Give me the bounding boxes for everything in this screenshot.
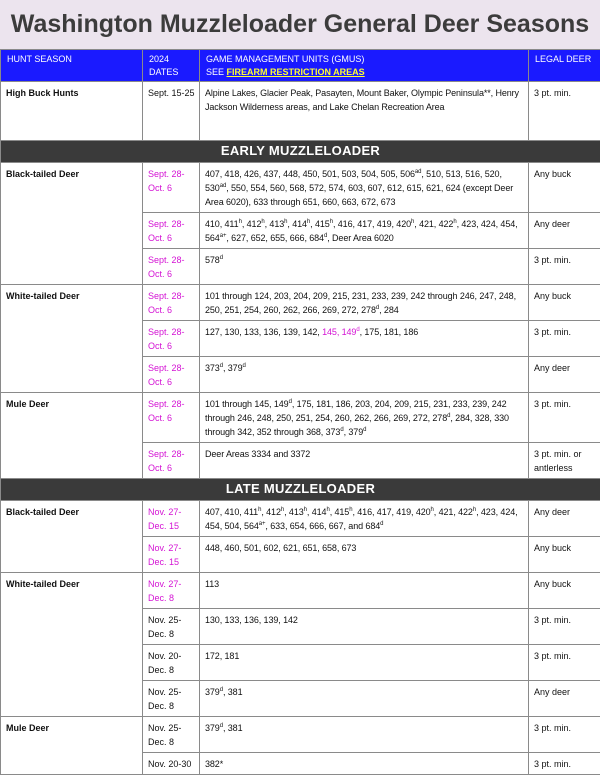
- unit-text: , 175, 181, 186: [360, 327, 419, 337]
- legal-cell: 3 pt. min.: [529, 393, 600, 443]
- date-cell: Sept. 28-Oct. 6: [143, 163, 200, 213]
- date-cell: Nov. 20-Dec. 8: [143, 645, 200, 681]
- unit-text: , 412: [242, 219, 262, 229]
- unit-footnote: h: [304, 507, 307, 513]
- unit-text: 407, 410, 411: [205, 507, 258, 517]
- legal-cell: 3 pt. min.: [529, 645, 600, 681]
- unit-footnote: d: [220, 255, 223, 261]
- species-cell: High Buck Hunts: [1, 82, 143, 141]
- unit-footnote: h: [349, 507, 352, 513]
- unit-footnote: h: [326, 507, 329, 513]
- unit-text: 407, 418, 426, 437, 448, 450, 501, 503, 504, 505, 506: [205, 169, 415, 179]
- unit-text: , 175, 181, 186, 203, 204, 209, 215, 231, 233, 239, 242 through 246, 248, 250, 251, 254, 260, 262, 266, 269, 272, 278: [205, 399, 507, 423]
- species-cell: Black-tailed Deer: [1, 163, 143, 285]
- species-cell: Black-tailed Deer: [1, 501, 143, 573]
- unit-footnote: h: [431, 507, 434, 513]
- unit-text: , 415: [310, 219, 330, 229]
- table-row: [1, 717, 600, 753]
- unit-footnote: a+: [259, 521, 266, 527]
- unit-footnote: ad: [220, 183, 226, 189]
- species-cell: Mule Deer: [1, 717, 143, 775]
- unit-text: 127, 130, 133, 136, 139, 142,: [205, 327, 322, 337]
- unit-footnote: d: [220, 363, 223, 369]
- units-cell: [200, 357, 529, 393]
- header-dates: [143, 50, 200, 82]
- unit-text-highlight: 145, 149: [322, 327, 356, 337]
- date-cell: Nov. 20-30: [143, 753, 200, 775]
- legal-cell: Any buck: [529, 163, 600, 213]
- units-cell: [200, 285, 529, 321]
- table-header-row: [1, 50, 600, 82]
- legal-cell: 3 pt. min.: [529, 321, 600, 357]
- seasons-table: [0, 49, 600, 775]
- legal-cell: 3 pt. min. or antlerless: [529, 443, 600, 479]
- section-header-early: [1, 141, 600, 163]
- units-cell: [200, 249, 529, 285]
- unit-footnote: d: [220, 687, 223, 693]
- unit-footnote: h: [473, 507, 476, 513]
- date-cell: Nov. 27-Dec. 15: [143, 537, 200, 573]
- unit-footnote: d: [356, 327, 359, 333]
- legal-cell: 3 pt. min.: [529, 717, 600, 753]
- date-cell: Sept. 28-Oct. 6: [143, 357, 200, 393]
- date-cell: Sept. 28-Oct. 6: [143, 393, 200, 443]
- date-cell: Nov. 25-Dec. 8: [143, 681, 200, 717]
- date-cell: Sept. 28-Oct. 6: [143, 285, 200, 321]
- units-cell: [200, 321, 529, 357]
- unit-footnote: ad: [415, 169, 421, 175]
- date-cell: Nov. 25-Dec. 8: [143, 717, 200, 753]
- table-row: [1, 501, 600, 537]
- unit-text: , 510, 513, 516, 520, 530: [205, 169, 502, 193]
- unit-text: 379: [205, 723, 220, 733]
- legal-cell: 3 pt. min.: [529, 609, 600, 645]
- section-title: LATE MUZZLELOADER: [1, 479, 600, 501]
- units-cell: Deer Areas 3334 and 3372: [200, 443, 529, 479]
- units-cell: Alpine Lakes, Glacier Peak, Pasayten, Mount Baker, Olympic Peninsula**, Henry Jackson Wilderness areas, and Lake Chelan Recreation Area: [200, 82, 529, 141]
- legal-cell: Any buck: [529, 537, 600, 573]
- date-cell: Nov. 27-Dec. 8: [143, 573, 200, 609]
- unit-footnote: d: [324, 233, 327, 239]
- unit-footnote: d: [447, 413, 450, 419]
- page-title: Washington Muzzleloader General Deer Seasons: [0, 0, 600, 49]
- units-cell: 113: [200, 573, 529, 609]
- unit-footnote: h: [411, 219, 414, 225]
- unit-text: , 381: [223, 687, 243, 697]
- unit-text: , 284, 328, 330 through 342, 352 through 368, 373: [205, 413, 509, 437]
- legal-cell: 3 pt. min.: [529, 753, 600, 775]
- species-cell: Mule Deer: [1, 393, 143, 479]
- unit-text: , 627, 652, 655, 666, 684: [226, 233, 324, 243]
- units-cell: 130, 133, 136, 139, 142: [200, 609, 529, 645]
- unit-footnote: d: [380, 521, 383, 527]
- unit-footnote: h: [284, 219, 287, 225]
- unit-text: , 414: [307, 507, 327, 517]
- units-cell: 382*: [200, 753, 529, 775]
- date-cell: Nov. 25-Dec. 8: [143, 609, 200, 645]
- unit-text: , 550, 554, 560, 568, 572, 574, 603, 607, 612, 615, 621, 624 (except Deer Area 6020), 633 through 651, 660, 663, 672, 673: [205, 183, 513, 207]
- date-cell: Nov. 27-Dec. 15: [143, 501, 200, 537]
- unit-text: , 421, 422: [434, 507, 473, 517]
- unit-text: , 413: [284, 507, 304, 517]
- section-header-late: [1, 479, 600, 501]
- legal-cell: 3 pt. min.: [529, 82, 600, 141]
- unit-footnote: h: [258, 507, 261, 513]
- unit-text: , 379: [223, 363, 243, 373]
- unit-text: , 416, 417, 419, 420: [352, 507, 430, 517]
- unit-text: , 414: [287, 219, 307, 229]
- unit-text: , 633, 654, 666, 667, and 684: [265, 521, 380, 531]
- unit-text: 379: [205, 687, 220, 697]
- firearm-restriction-link[interactable]: FIREARM RESTRICTION AREAS: [227, 67, 365, 77]
- species-cell: White-tailed Deer: [1, 285, 143, 393]
- units-cell: [200, 163, 529, 213]
- header-see: SEE: [206, 67, 227, 77]
- legal-cell: Any deer: [529, 357, 600, 393]
- units-cell: [200, 501, 529, 537]
- unit-text: , 415: [330, 507, 350, 517]
- unit-text: , 423, 424, 454, 564: [205, 219, 518, 243]
- unit-footnote: d: [363, 427, 366, 433]
- legal-cell: Any buck: [529, 573, 600, 609]
- date-cell: Sept. 15-25: [143, 82, 200, 141]
- date-cell: Sept. 28-Oct. 6: [143, 213, 200, 249]
- date-cell: Sept. 28-Oct. 6: [143, 443, 200, 479]
- unit-text: , 379: [344, 427, 364, 437]
- unit-text: , 416, 417, 419, 420: [333, 219, 411, 229]
- units-cell: [200, 717, 529, 753]
- unit-text: 410, 411: [205, 219, 239, 229]
- unit-text: , Deer Area 6020: [327, 233, 393, 243]
- legal-cell: Any deer: [529, 213, 600, 249]
- table-row: [1, 82, 600, 141]
- legal-cell: 3 pt. min.: [529, 249, 600, 285]
- unit-text: , 381: [223, 723, 243, 733]
- legal-cell: Any buck: [529, 285, 600, 321]
- unit-footnote: h: [453, 219, 456, 225]
- unit-footnote: h: [307, 219, 310, 225]
- units-cell: [200, 681, 529, 717]
- unit-text: , 412: [261, 507, 281, 517]
- date-cell: Sept. 28-Oct. 6: [143, 249, 200, 285]
- legal-cell: Any deer: [529, 501, 600, 537]
- header-legal-deer: LEGAL DEER: [529, 50, 600, 82]
- unit-footnote: d: [289, 399, 292, 405]
- table-row: [1, 285, 600, 321]
- unit-footnote: h: [261, 219, 264, 225]
- table-row: [1, 163, 600, 213]
- date-cell: Sept. 28-Oct. 6: [143, 321, 200, 357]
- header-gmus-label: GAME MANAGEMENT UNITS (GMUS): [206, 54, 364, 64]
- units-cell: [200, 213, 529, 249]
- unit-footnote: d: [340, 427, 343, 433]
- section-title: EARLY MUZZLELOADER: [1, 141, 600, 163]
- unit-footnote: d: [220, 723, 223, 729]
- unit-footnote: h: [330, 219, 333, 225]
- unit-footnote: h: [281, 507, 284, 513]
- units-cell: 172, 181: [200, 645, 529, 681]
- units-cell: 448, 460, 501, 602, 621, 651, 658, 673: [200, 537, 529, 573]
- units-cell: [200, 393, 529, 443]
- unit-text: 101 through 124, 203, 204, 209, 215, 231, 233, 239, 242 through 246, 247, 248, 250, 251, 254, 260, 262, 266, 269, 272, 278: [205, 291, 516, 315]
- unit-footnote: h: [239, 219, 242, 225]
- table-row: [1, 573, 600, 609]
- legal-cell: Any deer: [529, 681, 600, 717]
- unit-footnote: a+: [220, 233, 227, 239]
- table-row: [1, 393, 600, 443]
- header-dates-year: 2024: [149, 54, 169, 64]
- unit-text: , 413: [265, 219, 285, 229]
- header-hunt-season: HUNT SEASON: [1, 50, 143, 82]
- unit-footnote: d: [376, 305, 379, 311]
- unit-text: 578: [205, 255, 220, 265]
- unit-footnote: d: [243, 363, 246, 369]
- header-dates-label: DATES: [149, 67, 178, 77]
- header-gmus: [200, 50, 529, 82]
- unit-text: , 421, 422: [414, 219, 453, 229]
- species-cell: White-tailed Deer: [1, 573, 143, 717]
- title-banner: [0, 0, 600, 49]
- unit-text: , 423, 424, 454, 504, 564: [205, 507, 518, 531]
- unit-text: , 284: [379, 305, 399, 315]
- unit-text: 101 through 145, 149: [205, 399, 289, 409]
- unit-text: 373: [205, 363, 220, 373]
